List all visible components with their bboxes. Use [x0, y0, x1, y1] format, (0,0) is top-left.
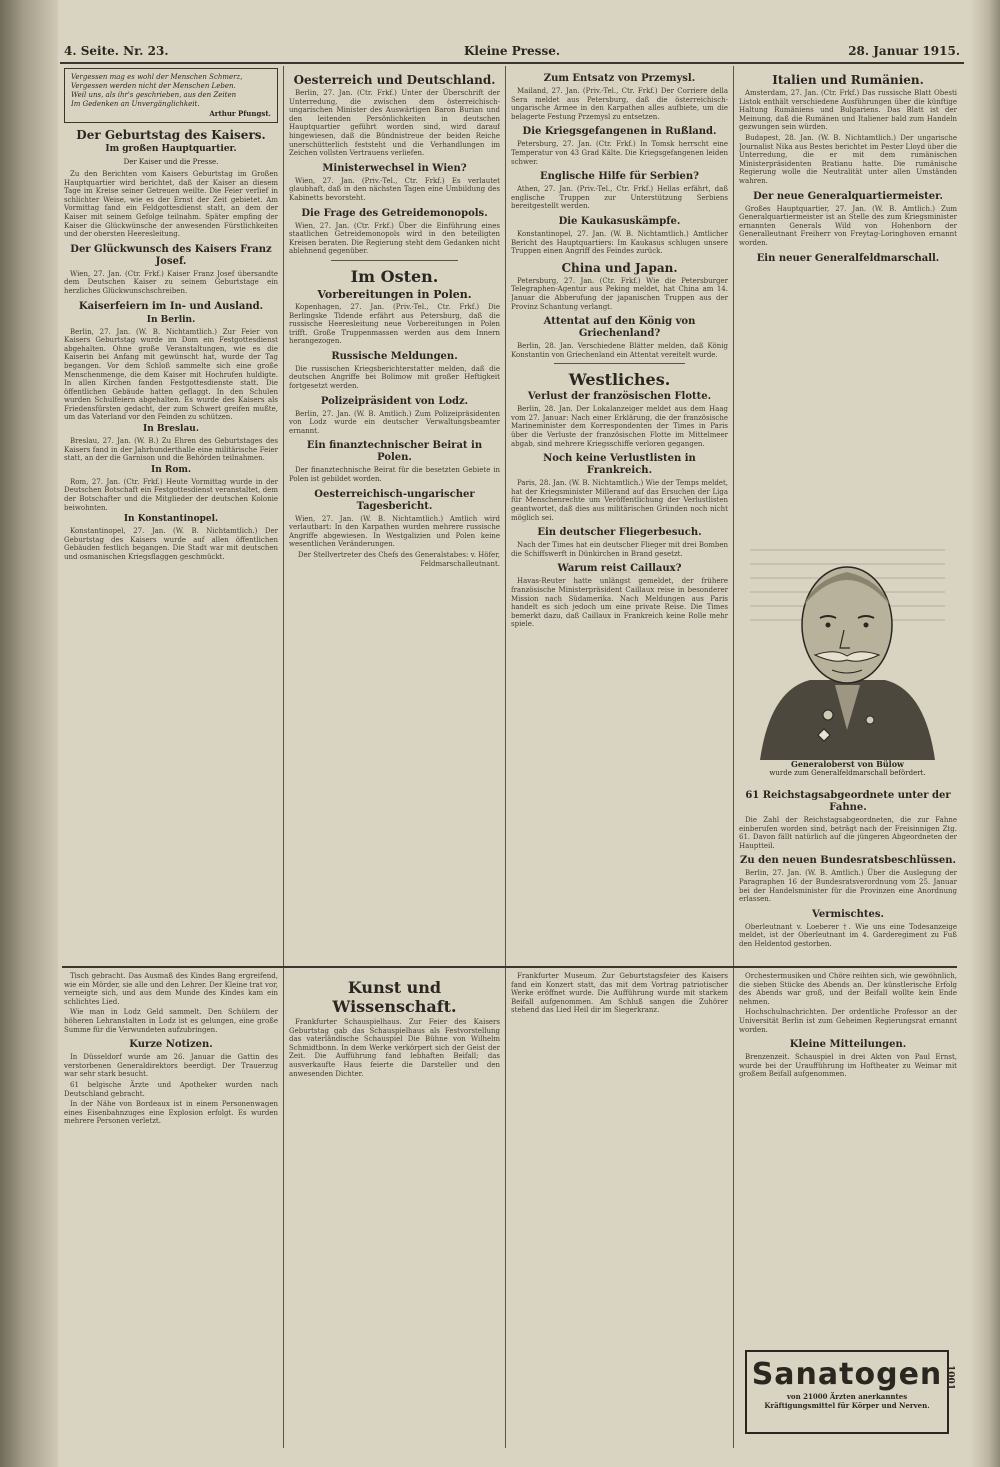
section-headline: Kunst und Wissenschaft. — [332, 978, 457, 1016]
signature: Der Stellvertreter des Chefs des Generalstabes: v. Höfer, Feldmarschalleutnant. — [297, 551, 500, 568]
column-2 — [289, 68, 500, 963]
article-text: Rom, 27. Jan. (Ctr. Frkf.) Heute Vormittag wurde in der Deutschen Botschaft ein Festgottesdienst veranstaltet, dem der Botschafter und die Mitglieder der deutschen Kolonie beiwohnten. — [64, 477, 278, 512]
subheadline: In Konstantinopel. — [123, 514, 219, 525]
headline: Kurze Notizen. — [129, 1039, 213, 1051]
article-text: Zu den Berichten vom Kaisers Geburtstag im Großen Hauptquartier wird berichtet, daß der Kaiser an diesem Tage im Kreise seiner Getreuen weilte. Die Feier verlief in schlichter Weise, wie es der Ernst der Zeit gebietet. Am Vormittag fand ein Feldgottesdienst statt, an dem der Kaiser mit seinem Gefolge teilnahm. Später empfing der Kaiser die Glückwünsche der anwesenden Fürstlichkeiten und der obersten Heeresleitung. — [64, 170, 278, 239]
headline: Zu den neuen Bundesratsbeschlüssen. — [740, 855, 956, 867]
poem-line: Weil uns, als ihr's geschrieben, aus den Zeiten — [71, 91, 237, 99]
headline: Polizeipräsident von Lodz. — [320, 395, 469, 407]
column-4-bottom — [739, 785, 957, 963]
headline: Noch keine Verlustlisten in Frankreich. — [543, 453, 696, 477]
divider — [331, 260, 458, 261]
headline: Der Geburtstag des Kaisers. — [76, 128, 266, 142]
column-rule — [283, 66, 284, 966]
paper-name: Kleine Presse. — [463, 44, 561, 58]
article-text: Frankfurter Museum. Zur Geburtstagsfeier des Kaisers fand ein Konzert statt, das mit dem Vortrag patriotischer Werke eröffnet wurde. Die Aufführung wurde mit starkem Beifall aufgenommen. Am Schluß sangen die Zuhörer stehend das Lied Heil dir im Siegerkranz. — [511, 972, 728, 1015]
headline: Ein finanztechnischer Beirat in Polen. — [306, 440, 483, 464]
article-text: In Düsseldorf wurde am 26. Januar die Gattin des verstorbenen Generaldirektors beerdigt. Der Trauerzug war sehr stark besucht. — [64, 1053, 278, 1079]
article-text: Berlin, 28. Jan. Der Lokalanzeiger meldet aus dem Haag vom 27. Januar: Nach einer Erklärung, die der französische Marineminister dem Korrespondenten der Times in Paris über die Verluste der französischen Flotte im Mittelmeer abgab, sind mehrere Kriegsschiffe verloren gegangen. — [511, 405, 728, 448]
side-code: 1001 — [945, 1365, 955, 1391]
page-number: 4. Seite. Nr. 23. — [64, 44, 169, 58]
article-text: Konstantinopel, 27. Jan. (W. B. Nichtamtlich.) Amtlicher Bericht des Hauptquartiers: Im Kaukasus schlugen unsere Truppen einen Angriff des Feindes zurück. — [511, 229, 728, 256]
headline: Russische Meldungen. — [331, 350, 458, 362]
bottom-column-4 — [739, 972, 957, 1342]
article-text: Großes Hauptquartier, 27. Jan. (W. B. Amtlich.) Zum Generalquartiermeister ist an Stelle des zum Kriegsminister ernannten Generals Wild von Hohenborn der Generalleutnant Freiherr von Freytag-Loringhoven ernannt worden. — [739, 204, 957, 247]
article-text: Petersburg, 27. Jan. (Ctr. Frkf.) In Tomsk herrscht eine Temperatur von 43 Grad Kälte. Die Kriegsgefangenen leiden schwer. — [511, 140, 728, 166]
article-text: Konstantinopel, 27. Jan. (W. B. Nichtamtlich.) Der Geburtstag des Kaisers wurde auf allen öffentlichen Gebäuden festlich begangen. Die Stadt war mit deutschen und osmanischen Kriegsflaggen geschmückt. — [64, 527, 278, 561]
article-text: Wien, 27. Jan. (Ctr. Frkf.) Kaiser Franz Josef übersandte dem Deutschen Kaiser zu seinem Geburtstage ein herzliches Glückwunschschreiben. — [64, 269, 278, 295]
column-rule — [505, 66, 506, 966]
article-text: Breslau, 27. Jan. (W. B.) Zu Ehren des Geburtstages des Kaisers fand in der Jahrhunderthalle eine militärische Feier statt, an der die Garnison und die Behörden teilnahmen. — [64, 437, 278, 463]
headline: Vermischtes. — [812, 908, 884, 920]
article-text: Berlin, 28. Jan. Verschiedene Blätter melden, daß König Konstantin von Griechenland ein Attentat vereitelt wurde. — [511, 342, 728, 359]
article-text: Tisch gebracht. Das Ausmaß des Kindes Bang ergreifend, wie ein Mörder, sie alle und den Lehrer. Der Kleine trat vor, verneigte sich, und aus dem Munde des Kindes kam ein schlichtes Lied. — [64, 972, 278, 1006]
section-divider — [62, 966, 957, 968]
ad-brand: Sanatogen — [751, 1357, 943, 1392]
subheadline: Verlust der französischen Flotte. — [527, 391, 712, 403]
article-text: Brenzenzeit. Schauspiel in drei Akten von Paul Ernst, wurde bei der Uraufführung im Hoftheater zu Weimar mit großem Beifall aufgenommen. — [739, 1053, 957, 1079]
article-text: Nach der Times hat ein deutscher Flieger mit drei Bomben die Schiffswerft in Dünkirchen in Brand gesetzt. — [511, 541, 728, 558]
headline: Kleine Mitteilungen. — [789, 1039, 907, 1051]
subheadline: In Rom. — [150, 464, 192, 475]
article-text: 61 belgische Ärzte und Apotheker wurden nach Deutschland gebracht. — [64, 1080, 278, 1098]
column-rule — [283, 968, 284, 1448]
article-text: Die russischen Kriegsberichterstatter melden, daß die deutschen Angriffe bei Bolimow mit großer Heftigkeit fortgesetzt werden. — [289, 364, 500, 391]
article-text: Der finanztechnische Beirat für die besetzten Gebiete in Polen ist gebildet worden. — [289, 466, 500, 484]
article-text: Frankfurter Schauspielhaus. Zur Feier des Kaisers Geburtstag gab das Schauspielhaus als Festvorstellung das vaterländische Schauspiel Die Bühne von Wilhelm Schmidtbonn. In dem Werke verkörpert sich der Geist der Zeit. Die Aufführung fand lebhaften Beifall; das ausverkaufte Haus feierte die Darsteller und den anwesenden Dichter. — [289, 1018, 500, 1078]
article-text: Paris, 28. Jan. (W. B. Nichtamtlich.) Wie der Temps meldet, hat der Kriegsminister Millerand auf das Ersuchen der Liga für Menschenrechte um Veröffentlichung der Verlustlisten geantwortet, daß dies aus militärischen Gründen noch nicht möglich sei. — [511, 479, 728, 522]
poem-author: Arthur Pfungst. — [209, 109, 271, 118]
headline: Englische Hilfe für Serbien? — [540, 171, 699, 183]
column-4-top — [739, 68, 957, 528]
poem-line: Im Gedenken an Unvergänglichkeit. — [71, 100, 200, 108]
headline: China und Japan. — [561, 260, 678, 275]
poem-line: Vergessen werden nicht der Menschen Leben. — [71, 82, 236, 90]
divider — [554, 363, 684, 364]
article-text: Wie man in Lodz Geld sammelt. Den Schülern der höheren Lehranstalten in Lodz ist es gelungen, eine große Summe für die Verwundeten aufzubringen. — [64, 1008, 278, 1034]
article-text: Berlin, 27. Jan. (W. B. Nichtamtlich.) Zur Feier von Kaisers Geburtstag wurde im Dom ein Festgottesdienst abgehalten. Ohne große Veranstaltungen, wie es die Kaiserin bei Anfang mit gewünscht hat, wurde der Tag begangen. Vor dem Schloß sammelte sich eine große Menschenmenge, die dem Kaiser mit Hochrufen huldigte. In allen Kirchen fanden Festgottesdienste statt. Die öffentlichen Gebäude hatten geflaggt. In den Schulen wurden Schulfeiern abgehalten. Es wurde des Kaisers als Friedensfürsten gedacht, der zum Schwert greifen mußte, um das Vaterland vor den Feinden zu schützen. — [64, 327, 278, 422]
article-text: In der Nähe von Bordeaux ist in einem Personenwagen eines Eisenbahnzuges eine Explosion erfolgt. Es wurden mehrere Personen verletzt. — [64, 1100, 278, 1126]
headline: Ministerwechsel in Wien? — [322, 162, 467, 174]
article-text: Mailand, 27. Jan. (Priv.-Tel., Ctr. Frkf.) Der Corriere della Sera meldet aus Petersburg, daß die österreichisch-ungarische Armee in den Karpathen alles aufbiete, um die belagerte Festung Przemysl zu entsetzen. — [511, 87, 728, 121]
page-edge — [970, 0, 1000, 1467]
article-text: Havas-Reuter hatte unlängst gemeldet, der frühere französische Ministerpräsident Caillaux reise in besonderer Mission nach Südamerika. Nach Meldungen aus Paris handelt es sich jedoch um eine private Reise. Die Times bemerkt dazu, daß Caillaux in Frankreich keine Rolle mehr spiele. — [511, 577, 728, 629]
bottom-column-3 — [511, 972, 728, 1442]
headline: Ein neuer Generalfeldmarschall. — [756, 252, 940, 264]
poem-box — [64, 68, 278, 123]
column-rule — [733, 968, 734, 1448]
subheadline: In Breslau. — [143, 424, 199, 435]
caption-text: wurde zum Generalfeldmarschall befördert. — [769, 769, 926, 777]
headline: Oesterreich und Deutschland. — [293, 73, 496, 87]
poem-line: Vergessen mag es wohl der Menschen Schmerz, — [71, 73, 243, 81]
issue-date: 28. Januar 1915. — [848, 44, 960, 58]
subheadline: Vorbereitungen in Polen. — [317, 287, 472, 301]
article-text: Berlin, 27. Jan. (Ctr. Frkf.) Unter der Überschrift der Unterredung, die zwischen dem österreichisch-ungarischen Minister des Auswärtigen Baron Burian und den leitenden Persönlichkeiten in deutschen Hauptquartier geführt worden sind, wird darauf hingewiesen, daß die Bündnistreue der beiden Reiche unerschütterlich feststeht und die Verhandlungen im Zeichen vollsten Vertrauens verliefen. — [289, 89, 500, 158]
article-text: Kopenhagen, 27. Jan. (Priv.-Tel., Ctr. Frkf.) Die Berlingske Tidende erfährt aus Petersburg, daß die russische Heeresleitung neue Vorbereitungen in Polen trifft. Große Truppenmassen werden aus dem Innern herangezogen. — [289, 302, 500, 346]
section-headline: Im Osten. — [350, 266, 439, 286]
headline: Die Frage des Getreidemonopols. — [301, 207, 488, 219]
article-text: Berlin, 27. Jan. (W. B. Amtlich.) Zum Polizeipräsidenten von Lodz wurde ein deutscher Verwaltungsbeamter ernannt. — [289, 409, 500, 435]
column-3 — [511, 68, 728, 963]
general-portrait-icon — [740, 530, 955, 760]
headline: Kaiserfeiern im In- und Ausland. — [78, 300, 264, 312]
sanatogen-advertisement — [745, 1350, 949, 1434]
headline: 61 Reichstagsabgeordnete unter der Fahne. — [745, 790, 951, 813]
portrait-caption — [740, 760, 955, 778]
article-text: Oberleutnant v. Loeberer †. Wie uns eine Todesanzeige meldet, ist der Oberleutnant im 4. Garderegiment zu Fuß den Heldentod gestorben. — [739, 922, 957, 948]
ad-tagline: von 21000 Ärzten anerkanntes Kräftigungsmittel für Körper und Nerven. — [764, 1392, 930, 1410]
book-binding — [0, 0, 58, 1467]
article-text: Die Zahl der Reichstagsabgeordneten, die zur Fahne einberufen worden sind, beträgt nach der Freisinnigen Ztg. 61. Davon fällt natürlich auf die jüngeren Abgeordneten der Hauptteil. — [739, 816, 957, 850]
article-text: Berlin, 27. Jan. (W. B. Amtlich.) Über die Auslegung der Paragraphen 16 der Bundesratsverordnung vom 25. Januar bei der Handelsminister für die Provinzen eine Anordnung erlassen. — [739, 869, 957, 904]
bottom-column-1 — [64, 972, 278, 1442]
article-text: Budapest, 28. Jan. (W. B. Nichtamtlich.) Der ungarische Journalist Nika aus Bestes berichtet im Pester Lloyd über die Unterredung, die er mit dem rumänischen Ministerpräsidenten Bratianu hatte. Die rumänische Regierung wolle die Neutralität unter allen Umständen wahren. — [739, 133, 957, 185]
headline: Der neue Generalquartiermeister. — [753, 190, 943, 202]
headline: Ein deutscher Fliegerbesuch. — [537, 527, 702, 539]
page-header — [60, 40, 964, 64]
column-1 — [64, 68, 278, 963]
headline: Italien und Rumänien. — [772, 73, 924, 87]
article-text: Athen, 27. Jan. (Priv.-Tel., Ctr. Frkf.) Hellas erfährt, daß englische Truppen zur Unterstützung Serbiens bereitgestellt werden. — [511, 185, 728, 211]
subheadline: In Berlin. — [146, 314, 196, 325]
caption-name: Generaloberst von Bülow — [791, 759, 904, 769]
subheadline: Im großen Hauptquartier. — [105, 144, 237, 154]
article-text: Hochschulnachrichten. Der ordentliche Professor an der Universität Berlin ist zum Geheimen Regierungsrat ernannt worden. — [739, 1008, 957, 1034]
section-headline: Westliches. — [568, 370, 671, 390]
column-rule — [733, 66, 734, 966]
headline: Der Glückwunsch des Kaisers Franz Josef. — [70, 243, 272, 267]
article-text: Petersburg, 27. Jan. (Ctr. Frkf.) Wie die Petersburger Telegraphen-Agentur aus Peking meldet, hat China am 14. Januar die Abberufung der japanischen Truppen aus der Provinz Schantung verlangt. — [511, 276, 728, 311]
article-text: Wien, 27. Jan. (Ctr. Frkf.) Über die Einführung eines staatlichen Getreidemonopols wird in den beteiligten Kreisen beraten. Die Regierung steht dem Gedanken nicht ablehnend gegenüber. — [289, 221, 500, 256]
headline: Die Kriegsgefangenen in Rußland. — [522, 126, 717, 138]
bottom-column-2 — [289, 972, 500, 1442]
headline: Warum reist Caillaux? — [557, 563, 682, 575]
headline: Die Kaukasuskämpfe. — [558, 215, 681, 227]
subline: Der Kaiser und die Presse. — [123, 158, 219, 166]
article-text: Wien, 27. Jan. (W. B. Nichtamtlich.) Amtlich wird verlautbart: In den Karpathen wurden mehrere russische Angriffe abgewiesen. In Westgalizien und Polen keine wesentlichen Veränderungen. — [289, 514, 500, 549]
headline: Attentat auf den König von Griechenland? — [543, 316, 696, 340]
headline: Zum Entsatz von Przemysl. — [543, 73, 696, 84]
article-text: Amsterdam, 27. Jan. (Ctr. Frkf.) Das russische Blatt Obesti Listok enthält verschiedene Ausführungen über die künftige Haltung Rumäniens und Bulgariens. Das Blatt ist der Meinung, daß die Rumänen und Italiener bald zum Handeln gezwungen sein würden. — [739, 89, 957, 132]
article-text: Orchestermusiken und Chöre reihten sich, wie gewöhnlich, die sieben Stücke des Abends an. Der künstlerische Erfolg des Abends war groß, und der Beifall wollte kein Ende nehmen. — [739, 972, 957, 1006]
portrait-illustration — [740, 530, 955, 760]
column-rule — [505, 968, 506, 1448]
headline: Oesterreichisch-ungarischer Tagesbericht. — [314, 488, 475, 512]
article-text: Wien, 27. Jan. (Priv.-Tel., Ctr. Frkf.) Es verlautet glaubhaft, daß in den nächsten Tagen eine Umbildung des Kabinetts bevorsteht. — [289, 176, 500, 202]
